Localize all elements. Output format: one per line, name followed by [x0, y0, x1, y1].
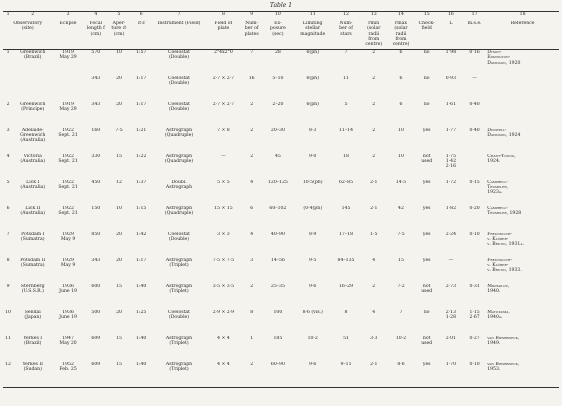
table-cell: 8 [344, 309, 348, 315]
table-cell: Coelostat (Double) [168, 50, 191, 61]
table-cell: Chant-Young, 1924. [487, 153, 516, 164]
table-cell: 4 [250, 231, 254, 237]
table-cell: 1·77 [445, 127, 457, 133]
table-cell: Potsdam II (Sumatra) [20, 257, 46, 268]
column-header: Instrument (Field) [152, 21, 205, 50]
table-cell: 2·1 [370, 179, 378, 185]
table-cell: 7·5 [115, 127, 123, 133]
table-cell: Adelaide- Greenwich (Australia) [20, 127, 46, 144]
table-cell: 15 [398, 257, 404, 263]
table-cell: 1922 Sept. 21 [58, 153, 78, 164]
table-cell: Greenwich (Principe) [20, 101, 46, 112]
table-cell: 2 [372, 153, 376, 159]
table-cell: not used [421, 153, 433, 164]
table-cell: 7 [250, 50, 254, 55]
column-number: 7 [152, 12, 205, 22]
table-cell: 8·6 (vis.) [302, 309, 323, 315]
table-cell: 2 [6, 101, 10, 107]
table-cell: no [423, 309, 430, 315]
table-cell: 62–85 [339, 179, 353, 185]
table-cell: 0·20 [469, 205, 480, 211]
column-number: 8 [206, 12, 241, 22]
column-number: 18 [486, 12, 559, 22]
table-cell: 1:17 [136, 257, 147, 263]
table-cell: 2 [372, 127, 376, 133]
column-header: rmin (solar radii from centre) [360, 21, 387, 50]
table-cell: Coelostat (Double) [168, 231, 191, 242]
table-cell: Freundlich- v. Klüber- v. Brunn, 1933. [487, 257, 522, 274]
table-cell: 2 [250, 127, 254, 133]
table-cell: 20 [116, 75, 122, 81]
table-cell: 6 [399, 101, 403, 107]
column-number: 5 [108, 12, 130, 22]
column-header: m.s.e. [463, 21, 486, 50]
table-cell: 8·6 [387, 362, 414, 388]
table-row [3, 76, 559, 102]
table-cell: 2–20 [272, 101, 284, 107]
table-cell [3, 76, 13, 102]
table-cell: yes [422, 231, 431, 237]
table-body [3, 50, 559, 388]
table-cell: yes [422, 179, 431, 185]
table-cell: 850 [91, 231, 101, 237]
table-cell: 1919 May 29 [59, 50, 77, 61]
table-cell: 10·5(ph) [302, 179, 323, 185]
table-cell: — [221, 153, 226, 159]
table-cell: 1·72 [445, 179, 457, 185]
table-cell: 160 [91, 127, 101, 133]
table-cell: Freundlich- v. Klüber- v. Brunn, 1931a. [487, 231, 524, 248]
table-cell: 25–35 [270, 283, 285, 289]
column-header: Focal length f (cm) [84, 21, 108, 50]
table-cell: 3 × 3 [217, 231, 230, 237]
table-cell: yes [422, 257, 431, 263]
table-cell: 0·27 [469, 335, 480, 341]
table-cell: 2 [372, 50, 376, 55]
column-number: 16 [439, 12, 463, 22]
table-cell: 4 [250, 179, 254, 185]
table-cell: 1·70 [439, 362, 463, 388]
table-cell [13, 76, 52, 102]
table-cell: 28 [274, 50, 281, 55]
table-cell: 1″98 [445, 50, 457, 55]
table-cell: 150 [91, 205, 101, 211]
table-cell: 11–14 [339, 127, 353, 133]
table-cell: 45 [274, 153, 281, 159]
table-cell: 6 [399, 50, 403, 55]
table-cell: 7·2 [397, 283, 405, 289]
column-number: 2 [13, 12, 52, 22]
column-number-row [3, 12, 559, 22]
column-number: 14 [387, 12, 414, 22]
table-cell: 2·1 [370, 205, 378, 211]
table-cell: 185 [273, 335, 283, 341]
table-cell: 6 [250, 205, 254, 211]
table-cell: 7 [344, 50, 348, 55]
table-cell: Astrograph (Quadruple) [164, 153, 194, 164]
table-cell: 0·40 [469, 101, 480, 107]
table-cell: Yerkes II (Sudan) [13, 362, 52, 388]
column-header: Reference [486, 21, 559, 50]
column-header: ∅:f [130, 21, 152, 50]
table-cell: 20 [116, 231, 122, 237]
table-cell: 1:15 [136, 205, 147, 211]
table-cell: 2 [372, 75, 376, 81]
table-row [3, 362, 559, 388]
table-cell: 1:42 [136, 231, 147, 237]
table-cell: 8·9 [309, 231, 317, 237]
table-cell: 1:57 [136, 50, 147, 55]
table-cell [486, 102, 559, 128]
table-cell: 2 [241, 362, 262, 388]
table-cell: 11 [343, 75, 349, 81]
column-header: Num- ber of plates [241, 21, 262, 50]
table-cell: 2·24 [445, 231, 457, 237]
table-cell [52, 76, 83, 102]
table-cell: van Biesbroeck, 1953. [486, 362, 559, 388]
table-cell: 100 [273, 309, 283, 315]
table-cell: 8 [250, 309, 254, 315]
table-cell: 6 [6, 205, 10, 211]
table-cell: Victoria (Australia) [20, 153, 46, 164]
table-cell: 6(ph) [306, 101, 319, 107]
column-header: Check- field [415, 21, 439, 50]
table-cell: Lick I (Australia) [20, 179, 46, 190]
table-cell: 1929 May 9 [60, 257, 76, 268]
table-cell: no [423, 50, 430, 55]
table-cell: 2 [250, 101, 254, 107]
column-number: 6 [130, 12, 152, 22]
table-cell: 600 [91, 283, 101, 289]
table-cell: 0·10 [469, 231, 480, 237]
table-cell: 20 [116, 257, 122, 263]
table-cell: 4 [372, 257, 376, 263]
table-cell: 9·5 [309, 257, 317, 263]
table-cell: 2·13 1·28 [445, 309, 457, 320]
table-cell: 2·7 × 2·7 [212, 101, 235, 107]
table-cell: 1936 June 19 [59, 283, 77, 294]
table-cell: 500 [91, 309, 101, 315]
table-cell: 2°4x2°0 [213, 50, 233, 55]
table-cell: 0·93 [445, 75, 457, 81]
table-cell: 120–125 [267, 179, 288, 185]
column-header: rmax (solar radii from centre) [387, 21, 414, 50]
table-cell: no [423, 101, 430, 107]
table-cell: 9 [6, 283, 10, 289]
table-cell: yes [422, 127, 431, 133]
table-cell: 0″16 [469, 50, 480, 55]
table-cell: 10 [398, 127, 404, 133]
table-cell: 343 [91, 75, 101, 81]
table-cell: 15 [116, 153, 122, 159]
table-cell: 1922 Sept. 21 [58, 179, 78, 190]
table-cell: 1:40 [130, 362, 152, 388]
table-cell: 2 [372, 283, 376, 289]
table-cell: 8·3 [309, 127, 317, 133]
table-cell: 15 [116, 335, 122, 341]
table-cell: Campbell- Trumpler, 1923a. [487, 179, 509, 196]
table-cell: 10 [5, 309, 11, 315]
table-cell: — [448, 257, 454, 263]
table-cell: 1 [6, 50, 10, 55]
table-cell: 14–56 [270, 257, 285, 263]
table-cell: not used [421, 335, 433, 346]
table-cell: 10·2 [395, 335, 407, 341]
column-number: 15 [415, 12, 439, 22]
table-cell: 20 [116, 101, 122, 107]
table-cell: Astrograph (Triplet) [152, 362, 205, 388]
table-cell: 1:37 [136, 179, 147, 185]
table-row [3, 128, 559, 154]
table-cell: 609 [91, 335, 101, 341]
table-row [3, 284, 559, 310]
table-cell: 8 [6, 257, 10, 263]
table-cell: Campbell- Trumpler, 1928 [487, 205, 522, 216]
table-cell: 4 [372, 309, 376, 315]
column-header: Eclipse [52, 21, 83, 50]
table-cell: 1 [250, 335, 254, 341]
table-cell: 2·7 × 2·7 [212, 75, 235, 81]
table-cell [486, 76, 559, 102]
table-cell: 2·1 [360, 362, 387, 388]
table-row [3, 258, 559, 284]
table-cell: 2 [372, 101, 376, 107]
table-cell [463, 258, 486, 284]
table-cell: 2·01 [445, 335, 457, 341]
table-cell: Astrograph (Quadruple) [164, 205, 194, 216]
table-cell: 1·61 [445, 101, 457, 107]
table-cell: no [423, 75, 430, 81]
table-cell: 4 [6, 153, 10, 159]
column-header: L [439, 21, 463, 50]
table-cell: van Biesbroeck, 1949. [487, 335, 520, 346]
column-header: Field of plate [206, 21, 241, 50]
table-cell: Mikhailov, 1940. [487, 283, 510, 294]
table-cell: 60–102 [269, 205, 287, 211]
table-cell: 20 [116, 309, 122, 315]
table-cell: 1:17 [136, 75, 147, 81]
table-cell: Greenwich (Brazil) [20, 50, 46, 61]
table-cell: 2·73 [445, 283, 457, 289]
table-cell: 12 [3, 362, 13, 388]
table-cell: 12 [116, 179, 122, 185]
column-number: 9 [241, 12, 262, 22]
table-cell: 1922 Sept. 21 [58, 205, 78, 216]
table-row [3, 310, 559, 336]
table-cell: 9·0 [309, 153, 317, 159]
table-cell: 14·5 [395, 179, 407, 185]
table-cell: 16–29 [339, 283, 353, 289]
table-cell: 3 [6, 127, 10, 133]
table-cell: 330 [91, 153, 101, 159]
table-cell: 1:40 [136, 283, 147, 289]
table-cell: Matukuma, 1940a. [487, 309, 510, 320]
table-cell: Astrograph (Triplet) [165, 257, 193, 268]
table-cell: 1:40 [136, 335, 147, 341]
table-cell: 2·9 × 2·9 [212, 309, 235, 315]
table-cell: 15 × 15 [214, 205, 233, 211]
table-cell: 11 [5, 335, 11, 341]
table-row [3, 232, 559, 258]
table-cell: not used [421, 283, 433, 294]
data-table [3, 11, 559, 388]
table-cell: Yerkes I (Brazil) [23, 335, 43, 346]
table-cell: 51 [343, 335, 349, 341]
table-cell: Sendai (Japan) [24, 309, 42, 320]
column-number: 13 [360, 12, 387, 22]
table-cell: Astrograph (Quadruple) [164, 127, 194, 138]
table-cell: 10 [116, 50, 122, 55]
table-cell: 3·5 × 3·5 [212, 283, 235, 289]
table-cell: 1947 May 20 [59, 335, 77, 346]
table-cell: 9·6 [309, 283, 317, 289]
table-cell: 6 [399, 75, 403, 81]
table-cell: 609 [84, 362, 108, 388]
table-row [3, 102, 559, 128]
column-number: 1 [3, 12, 13, 22]
table-cell: 9·6 [294, 362, 332, 388]
table-cell: 6(ph) [306, 75, 319, 81]
table-cell: Potsdam I (Sumatra) [20, 231, 45, 242]
table-cell: Sternberg (U.S.S.R.) [20, 283, 45, 294]
table-cell: 7 [6, 231, 10, 237]
table-cell: 9–11 [332, 362, 360, 388]
table-row [3, 206, 559, 232]
table-cell: 343 [91, 257, 101, 263]
table-cell: 1952 Feb. 25 [52, 362, 83, 388]
table-cell: 1·5 [370, 231, 378, 237]
table-cell: 1:25 [136, 309, 147, 315]
table-row [3, 336, 559, 362]
table-cell: 343 [91, 101, 101, 107]
table-cell: 145 [341, 205, 351, 211]
table-cell: 10 [116, 205, 122, 211]
column-number: 4 [84, 12, 108, 22]
table-cell: 7·5 [397, 231, 405, 237]
column-number: 3 [52, 12, 83, 22]
table-cell: 18 [343, 153, 349, 159]
table-cell: 450 [91, 179, 101, 185]
table-cell: 4 × 4 [217, 335, 230, 341]
table-cell: Astrograph (Triplet) [165, 283, 193, 294]
table-cell: 0·31 [469, 283, 480, 289]
table-cell: 10·2 [307, 335, 318, 341]
table-cell: 5 [6, 179, 10, 185]
column-header: Num- ber of stars [332, 21, 360, 50]
table-cell: 1·15 2·67 [469, 309, 480, 320]
column-header: Aper- ture ∅ (cm) [108, 21, 130, 50]
table-cell: 1919 May 29 [59, 101, 77, 112]
table-cell: 1:17 [136, 101, 147, 107]
table-cell: yes [415, 362, 439, 388]
table-cell: 15 [116, 283, 122, 289]
table-cell: 10 [398, 153, 404, 159]
table-cell: Coelostat (Double) [168, 101, 191, 112]
table-cell: 7·5 × 7·5 [212, 257, 235, 263]
table-cell: 1929 May 9 [60, 231, 76, 242]
table-row [3, 180, 559, 206]
table-cell: 1922 Sept. 21 [58, 127, 78, 138]
table-cell: Dyson- Eddington- Davidson, 1920 [487, 50, 521, 66]
table-cell: 4 × 4 [206, 362, 241, 388]
table-cell: 1936 June 19 [59, 309, 77, 320]
table-cell: 40–90 [270, 231, 285, 237]
table-cell: 3·3 [370, 335, 378, 341]
column-number: 12 [332, 12, 360, 22]
table-cell: 5 [344, 101, 348, 107]
table-cell: 17–18 [339, 231, 353, 237]
table-cell: 0·10 [463, 362, 486, 388]
table-cell: Coelostat (Double) [168, 75, 191, 86]
column-header: Limiting stellar magnitude [294, 21, 332, 50]
table-cell: 5–10 [272, 75, 284, 81]
column-number: 10 [262, 12, 293, 22]
table-cell: 60–90 [262, 362, 293, 388]
table-cell: 2 [250, 283, 254, 289]
table-cell: 0·15 [469, 179, 480, 185]
table-cell: 7 × 8 [217, 127, 230, 133]
table-cell: 0·40 [469, 127, 480, 133]
table-cell: 7 [399, 309, 403, 315]
table-caption: Table 1 [269, 2, 293, 9]
table-cell: Doubl. Astrograph [165, 179, 193, 190]
table-cell: Dodwell- Davidson, 1924 [487, 127, 521, 138]
table-cell: 16 [248, 75, 255, 81]
table-cell: 15 [108, 362, 130, 388]
table-cell: 3 [250, 257, 254, 263]
table-cell: 6(ph) [306, 50, 319, 55]
table-cell: — [472, 75, 477, 81]
table-row [3, 154, 559, 180]
column-header: Observatory (site) [3, 21, 52, 50]
table-cell: 20–30 [270, 127, 285, 133]
table-cell: 570 [91, 50, 101, 55]
table-cell [463, 154, 486, 180]
table-cell: 84–135 [337, 257, 355, 263]
table-cell: 1:22 [136, 153, 147, 159]
table-cell: Coelostat (Double) [168, 309, 191, 320]
table-cell: 1·82 [445, 205, 457, 211]
column-header-row [3, 21, 559, 50]
table-cell: 42 [398, 205, 404, 211]
column-header: Ex- posure (sec) [262, 21, 293, 50]
table-cell: 1:21 [136, 127, 147, 133]
table-cell: Lick II (Australia) [20, 205, 46, 216]
table-row [3, 50, 559, 76]
table-cell: Astrograph (Triplet) [165, 335, 193, 346]
table-cell: 1·75 1·42 2·16 [445, 153, 457, 170]
table-cell: 5 × 5 [217, 179, 230, 185]
table-cell: (0·4(ph) [303, 205, 322, 211]
column-number: 17 [463, 12, 486, 22]
table-cell: 2 [250, 153, 254, 159]
table-cell: yes [422, 205, 431, 211]
column-number: 11 [294, 12, 332, 22]
